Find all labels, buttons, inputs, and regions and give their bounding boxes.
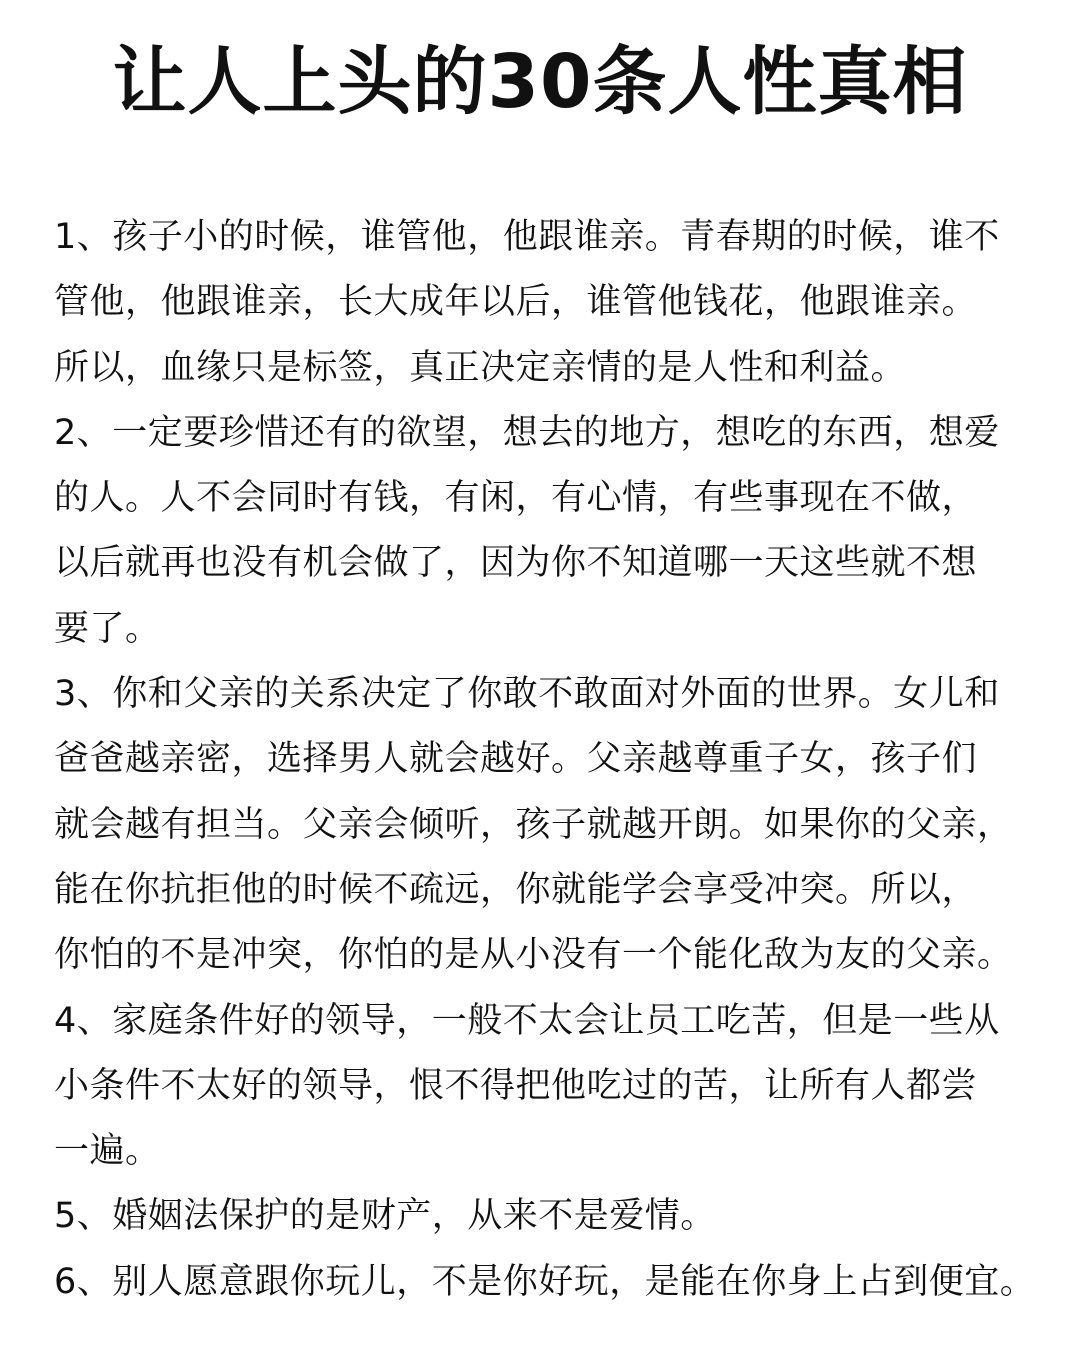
article-body <box>54 205 1054 1315</box>
item-3-line-1: 3、你和父亲的关系决定了你敢不敢面对外面的世界。女儿和 <box>54 674 1000 715</box>
item-1-line-1: 1、孩子小的时候，谁管他，他跟谁亲。青春期的时候，谁不 <box>54 217 1000 257</box>
item-1-line-3: 所以，血缘只是标签，真正决定亲情的是人性和利益。 <box>54 347 907 388</box>
item-4-line-3: 一遍。 <box>54 1131 161 1172</box>
item-2-line-4: 要了。 <box>54 608 161 649</box>
item-3-line-4: 能在你抗拒他的时候不疏远，你就能学会享受冲突。所以， <box>54 869 978 910</box>
item-1-line-2: 管他，他跟谁亲，长大成年以后，谁管他钱花，他跟谁亲。 <box>54 282 978 323</box>
item-3-line-2: 爸爸越亲密，选择男人就会越好。父亲越尊重子女，孩子们 <box>54 739 978 780</box>
item-2-line-2: 的人。人不会同时有钱，有闲，有心情，有些事现在不做， <box>54 478 978 519</box>
page-title: 让人上头的30条人性真相 <box>112 39 968 125</box>
item-3-line-3: 就会越有担当。父亲会倾听，孩子就越开朗。如果你的父亲， <box>54 804 1013 845</box>
item-3-line-5: 你怕的不是冲突，你怕的是从小没有一个能化敌为友的父亲。 <box>54 935 1013 976</box>
item-4-line-2: 小条件不太好的领导，恨不得把他吃过的苦，让所有人都尝 <box>54 1065 978 1106</box>
item-2-line-1: 2、一定要珍惜还有的欲望，想去的地方，想吃的东西，想爱 <box>54 412 1000 453</box>
item-4-line-1: 4、家庭条件好的领导，一般不太会让员工吃苦，但是一些从 <box>54 1000 1000 1041</box>
item-2-line-3: 以后就再也没有机会做了，因为你不知道哪一天这些就不想 <box>54 543 978 584</box>
item-6-line-1: 6、别人愿意跟你玩儿，不是你好玩，是能在你身上占到便宜。 <box>54 1261 1036 1302</box>
item-5-line-1: 5、婚姻法保护的是财产，从来不是爱情。 <box>54 1196 716 1237</box>
